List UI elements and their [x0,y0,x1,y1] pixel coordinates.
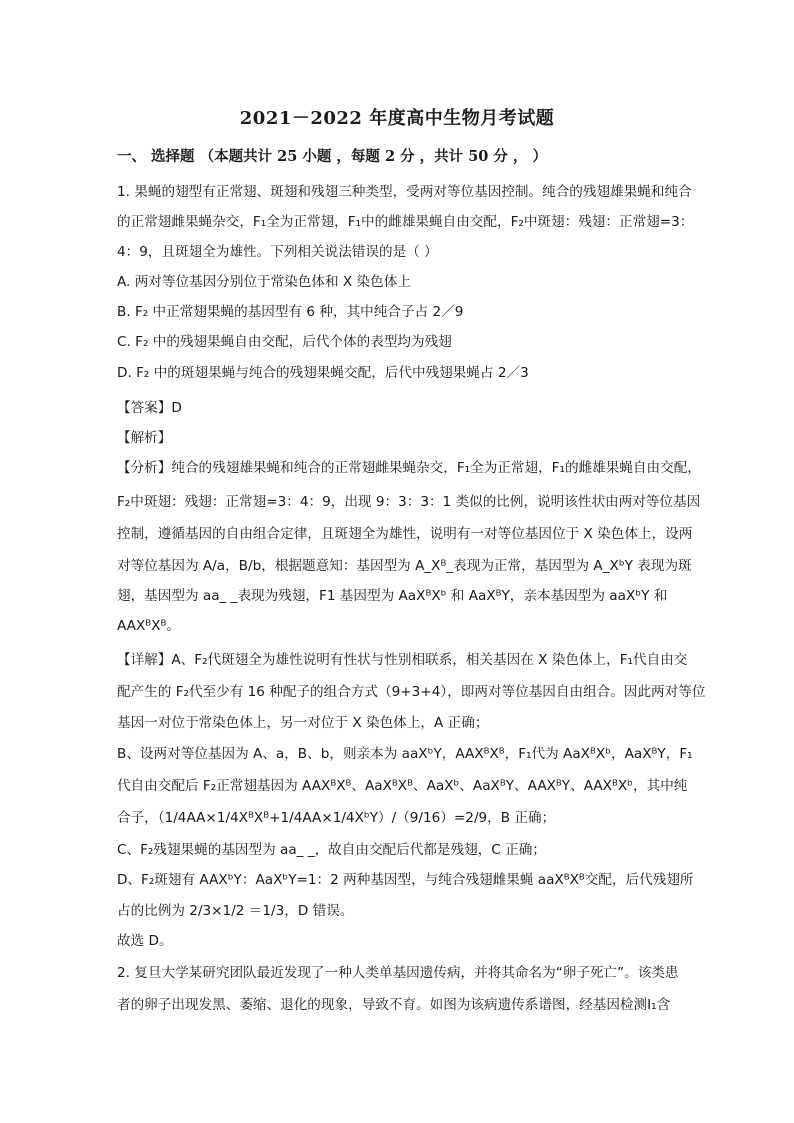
q1-xiangjie-line-9: 占的比例为 2/3×1/2 ＝1/3，D 错误。 [117,903,354,919]
q1-stem-line-2: 的正常翅雌果蝇杂交，F₁全为正常翅，F₁中的雌雄果蝇自由交配，F₂中斑翅：残翅：正常翅=3： [117,214,694,230]
q1-xiangjie-line-4: B、设两对等位基因为 A、a，B、b，则亲本为 aaXᵇY，AAXᴮXᴮ，F₁代为 AaXᴮXᵇ，AaXᴮY，F₁ [117,746,693,762]
q1-xiangjie-line-1: 【详解】A、F₂代斑翅全为雄性说明有性状与性别相联系，相关基因在 X 染色体上，F₁代自由交 [117,652,688,668]
q1-fenxi-line-1: 【分析】纯合的残翅雄果蝇和纯合的正常翅雌果蝇杂交，F₁全为正常翅，F₁的雌雄果蝇自由交配， [117,460,701,476]
q1-option-a: A. 两对等位基因分别位于常染色体和 X 染色体上 [117,274,411,290]
q2-stem-line-2: 者的卵子出现发黑、萎缩、退化的现象，导致不育。如图为该病遗传系谱图，经基因检测Ⅰ₁含 [117,997,671,1013]
q1-fenxi-line-5: 翅，基因型为 aa_ _表现为残翅，F1 基因型为 AaXᴮXᵇ 和 AaXᴮY，亲本基因型为 aaXᵇY 和 [117,588,668,604]
q1-xiangjie-line-2: 配产生的 F₂代至少有 16 种配子的组合方式（9+3+4），即两对等位基因自由组合。因此两对等位 [117,684,706,700]
q1-conclusion: 故选 D。 [117,933,173,949]
q1-stem-line-3: 4：9，且斑翅全为雄性。下列相关说法错误的是（ ） [117,244,438,260]
q1-xiangjie-line-3: 基因一对位于常染色体上，另一对位于 X 染色体上，A 正确； [117,715,489,731]
q1-fenxi-line-3: 控制，遵循基因的自由组合定律，且斑翅全为雄性，说明有一对等位基因位于 X 染色体上，设两 [117,526,693,542]
q1-fenxi-line-2: F₂中斑翅：残翅：正常翅=3：4：9，出现 9：3：3：1 类似的比例，说明该性状由两对等位基因 [117,494,701,510]
q1-option-d: D. F₂ 中的斑翅果蝇与纯合的残翅果蝇交配，后代中残翅果蝇占 2／3 [117,365,529,381]
q1-xiangjie-line-5: 代自由交配后 F₂正常翅基因为 AAXᴮXᴮ、AaXᴮXᴮ、AaXᵇ、AaXᴮY、AAXᴮY、AAXᴮXᵇ，其中纯 [117,778,688,794]
q1-fenxi-line-4: 对等位基因为 A/a，B/b，根据题意知：基因型为 A_Xᴮ_表现为正常，基因型为 A_XᵇY 表现为斑 [117,558,692,574]
q2-stem-line-1: 2. 复旦大学某研究团队最近发现了一种人类单基因遗传病，并将其命名为“卵子死亡”。该类患 [117,965,679,981]
section-heading: 一、 选择题 （本题共计 25 小题 ，每题 2 分 ，共计 50 分 ， ） [117,148,548,165]
q1-option-b: B. F₂ 中正常翅果蝇的基因型有 6 种，其中纯合子占 2／9 [117,304,464,320]
q1-analysis-label: 【解析】 [117,430,172,446]
q1-xiangjie-line-8: D、F₂斑翅有 AAXᵇY：AaXᵇY=1：2 两种基因型，与纯合残翅雌果蝇 aaXᴮXᴮ交配，后代残翅所 [117,872,694,888]
page-title: 2021－2022 年度高中生物月考试题 [239,108,555,129]
q1-answer: 【答案】D [117,400,182,416]
q1-option-c: C. F₂ 中的残翅果蝇自由交配，后代个体的表型均为残翅 [117,334,452,350]
q1-fenxi-line-6: AAXᴮXᴮ。 [117,618,180,634]
q1-xiangjie-line-6: 合子，（1/4AA×1/4XᴮXᴮ+1/4AA×1/4XᵇY）/（9/16）=2/9，B 正确； [117,810,556,826]
q1-stem-line-1: 1. 果蝇的翅型有正常翅、斑翅和残翅三种类型，受两对等位基因控制。纯合的残翅雄果蝇和纯合 [117,184,692,200]
q1-xiangjie-line-7: C、F₂残翅果蝇的基因型为 aa_ _，故自由交配后代都是残翅，C 正确； [117,842,546,858]
